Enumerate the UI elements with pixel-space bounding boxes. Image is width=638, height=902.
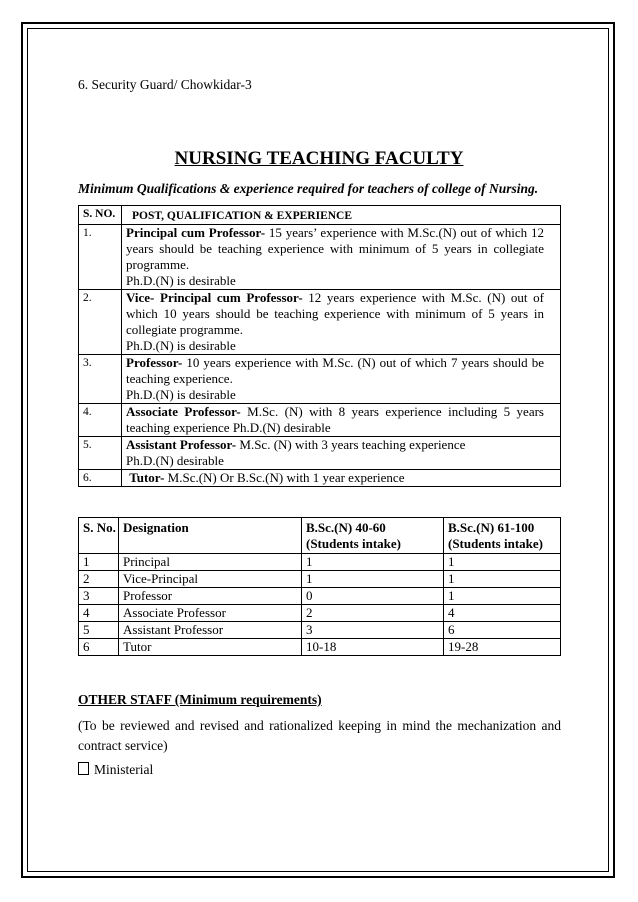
row-designation: Tutor (119, 639, 302, 656)
row-intake-40-60: 2 (302, 605, 444, 622)
row-description (122, 404, 561, 437)
section-subtitle: Minimum Qualifications & experience required for teachers of college of Nursing. (78, 181, 539, 196)
table-row (79, 470, 561, 487)
post-detail: M.Sc. (N) with 3 years teaching experience (239, 437, 466, 452)
row-sno: 5. (79, 437, 122, 470)
table-row (79, 605, 561, 622)
row-sno: 2. (79, 290, 122, 355)
bullet-label: Ministerial (94, 762, 154, 777)
row-sno: 5 (79, 622, 119, 639)
row-description (122, 290, 561, 355)
post-detail: 10 years experience with M.Sc. (N) out of which 7 years should be teaching experience. (126, 355, 544, 386)
post-header: POST, QUALIFICATION & EXPERIENCE (122, 206, 561, 225)
row-description (122, 437, 561, 470)
row-sno: 2 (79, 571, 119, 588)
row-designation: Associate Professor (119, 605, 302, 622)
post-title: Vice- Principal cum Professor- (126, 290, 303, 305)
other-staff-note: (To be reviewed and revised and rationalized keeping in mind the mechanization and contract service) (78, 718, 561, 753)
ministerial-item (78, 762, 153, 778)
row-sno: 4. (79, 404, 122, 437)
row-sno: 3 (79, 588, 119, 605)
row-sno: 1 (79, 554, 119, 571)
other-staff-heading: OTHER STAFF (Minimum requirements) (78, 692, 322, 707)
table-row (79, 290, 561, 355)
section-title: NURSING TEACHING FACULTY (174, 148, 464, 169)
table-row (79, 639, 561, 656)
row-sno: 6 (79, 639, 119, 656)
post-detail: M.Sc. (N) with 8 years experience including 5 years teaching experience Ph.D.(N) desirable (126, 404, 544, 435)
sno-header: S. No. (79, 518, 119, 554)
post-detail: Ph.D.(N) is desirable (126, 387, 236, 402)
table-header-row (79, 518, 561, 554)
row-intake-61-100: 1 (444, 588, 561, 605)
row-sno: 4 (79, 605, 119, 622)
row-intake-61-100: 1 (444, 571, 561, 588)
designation-header: Designation (119, 518, 302, 554)
row-sno: 6. (79, 470, 122, 487)
table-row (79, 355, 561, 404)
post-title: Associate Professor- (126, 404, 241, 419)
post-title: Assistant Professor- (126, 437, 237, 452)
row-description (122, 355, 561, 404)
row-intake-40-60: 3 (302, 622, 444, 639)
row-description (122, 225, 561, 290)
row-sno: 3. (79, 355, 122, 404)
post-detail: Ph.D.(N) desirable (126, 453, 224, 468)
security-guard-line: 6. Security Guard/ Chowkidar-3 (78, 77, 252, 92)
bullet-box-icon (78, 762, 89, 775)
sno-header: S. NO. (79, 206, 122, 225)
post-detail: M.Sc.(N) Or B.Sc.(N) with 1 year experience (167, 470, 405, 485)
table-row (79, 622, 561, 639)
table-row (79, 554, 561, 571)
row-intake-61-100: 1 (444, 554, 561, 571)
post-detail: Ph.D.(N) is desirable (126, 273, 236, 288)
table-row (79, 404, 561, 437)
intake-40-60-header: B.Sc.(N) 40-60 (Students intake) (302, 518, 444, 554)
post-title: Professor- (126, 355, 183, 370)
table-row (79, 437, 561, 470)
row-designation: Assistant Professor (119, 622, 302, 639)
post-detail: 12 years experience with M.Sc. (N) out of which 10 years should be teaching experience with minimum of 5 years in collegiate programme. (126, 290, 544, 337)
table-header-row (79, 206, 561, 225)
row-intake-61-100: 6 (444, 622, 561, 639)
row-intake-40-60: 1 (302, 571, 444, 588)
intake-61-100-header: B.Sc.(N) 61-100 (Students intake) (444, 518, 561, 554)
row-intake-40-60: 1 (302, 554, 444, 571)
table-row (79, 588, 561, 605)
row-intake-61-100: 4 (444, 605, 561, 622)
row-intake-40-60: 0 (302, 588, 444, 605)
row-description (122, 470, 561, 487)
row-intake-40-60: 10-18 (302, 639, 444, 656)
row-intake-61-100: 19-28 (444, 639, 561, 656)
qualification-table (78, 205, 561, 487)
row-designation: Principal (119, 554, 302, 571)
row-designation: Vice-Principal (119, 571, 302, 588)
row-designation: Professor (119, 588, 302, 605)
post-title: Tutor- (129, 470, 165, 485)
table-row (79, 571, 561, 588)
staffing-table (78, 517, 561, 656)
post-detail: Ph.D.(N) is desirable (126, 338, 236, 353)
row-sno: 1. (79, 225, 122, 290)
table-row (79, 225, 561, 290)
post-title: Principal cum Professor- (126, 225, 266, 240)
post-detail: 15 years’ experience with M.Sc.(N) out of which 12 years should be teaching experience with minimum of 5 years in collegiate programme. (126, 225, 545, 272)
